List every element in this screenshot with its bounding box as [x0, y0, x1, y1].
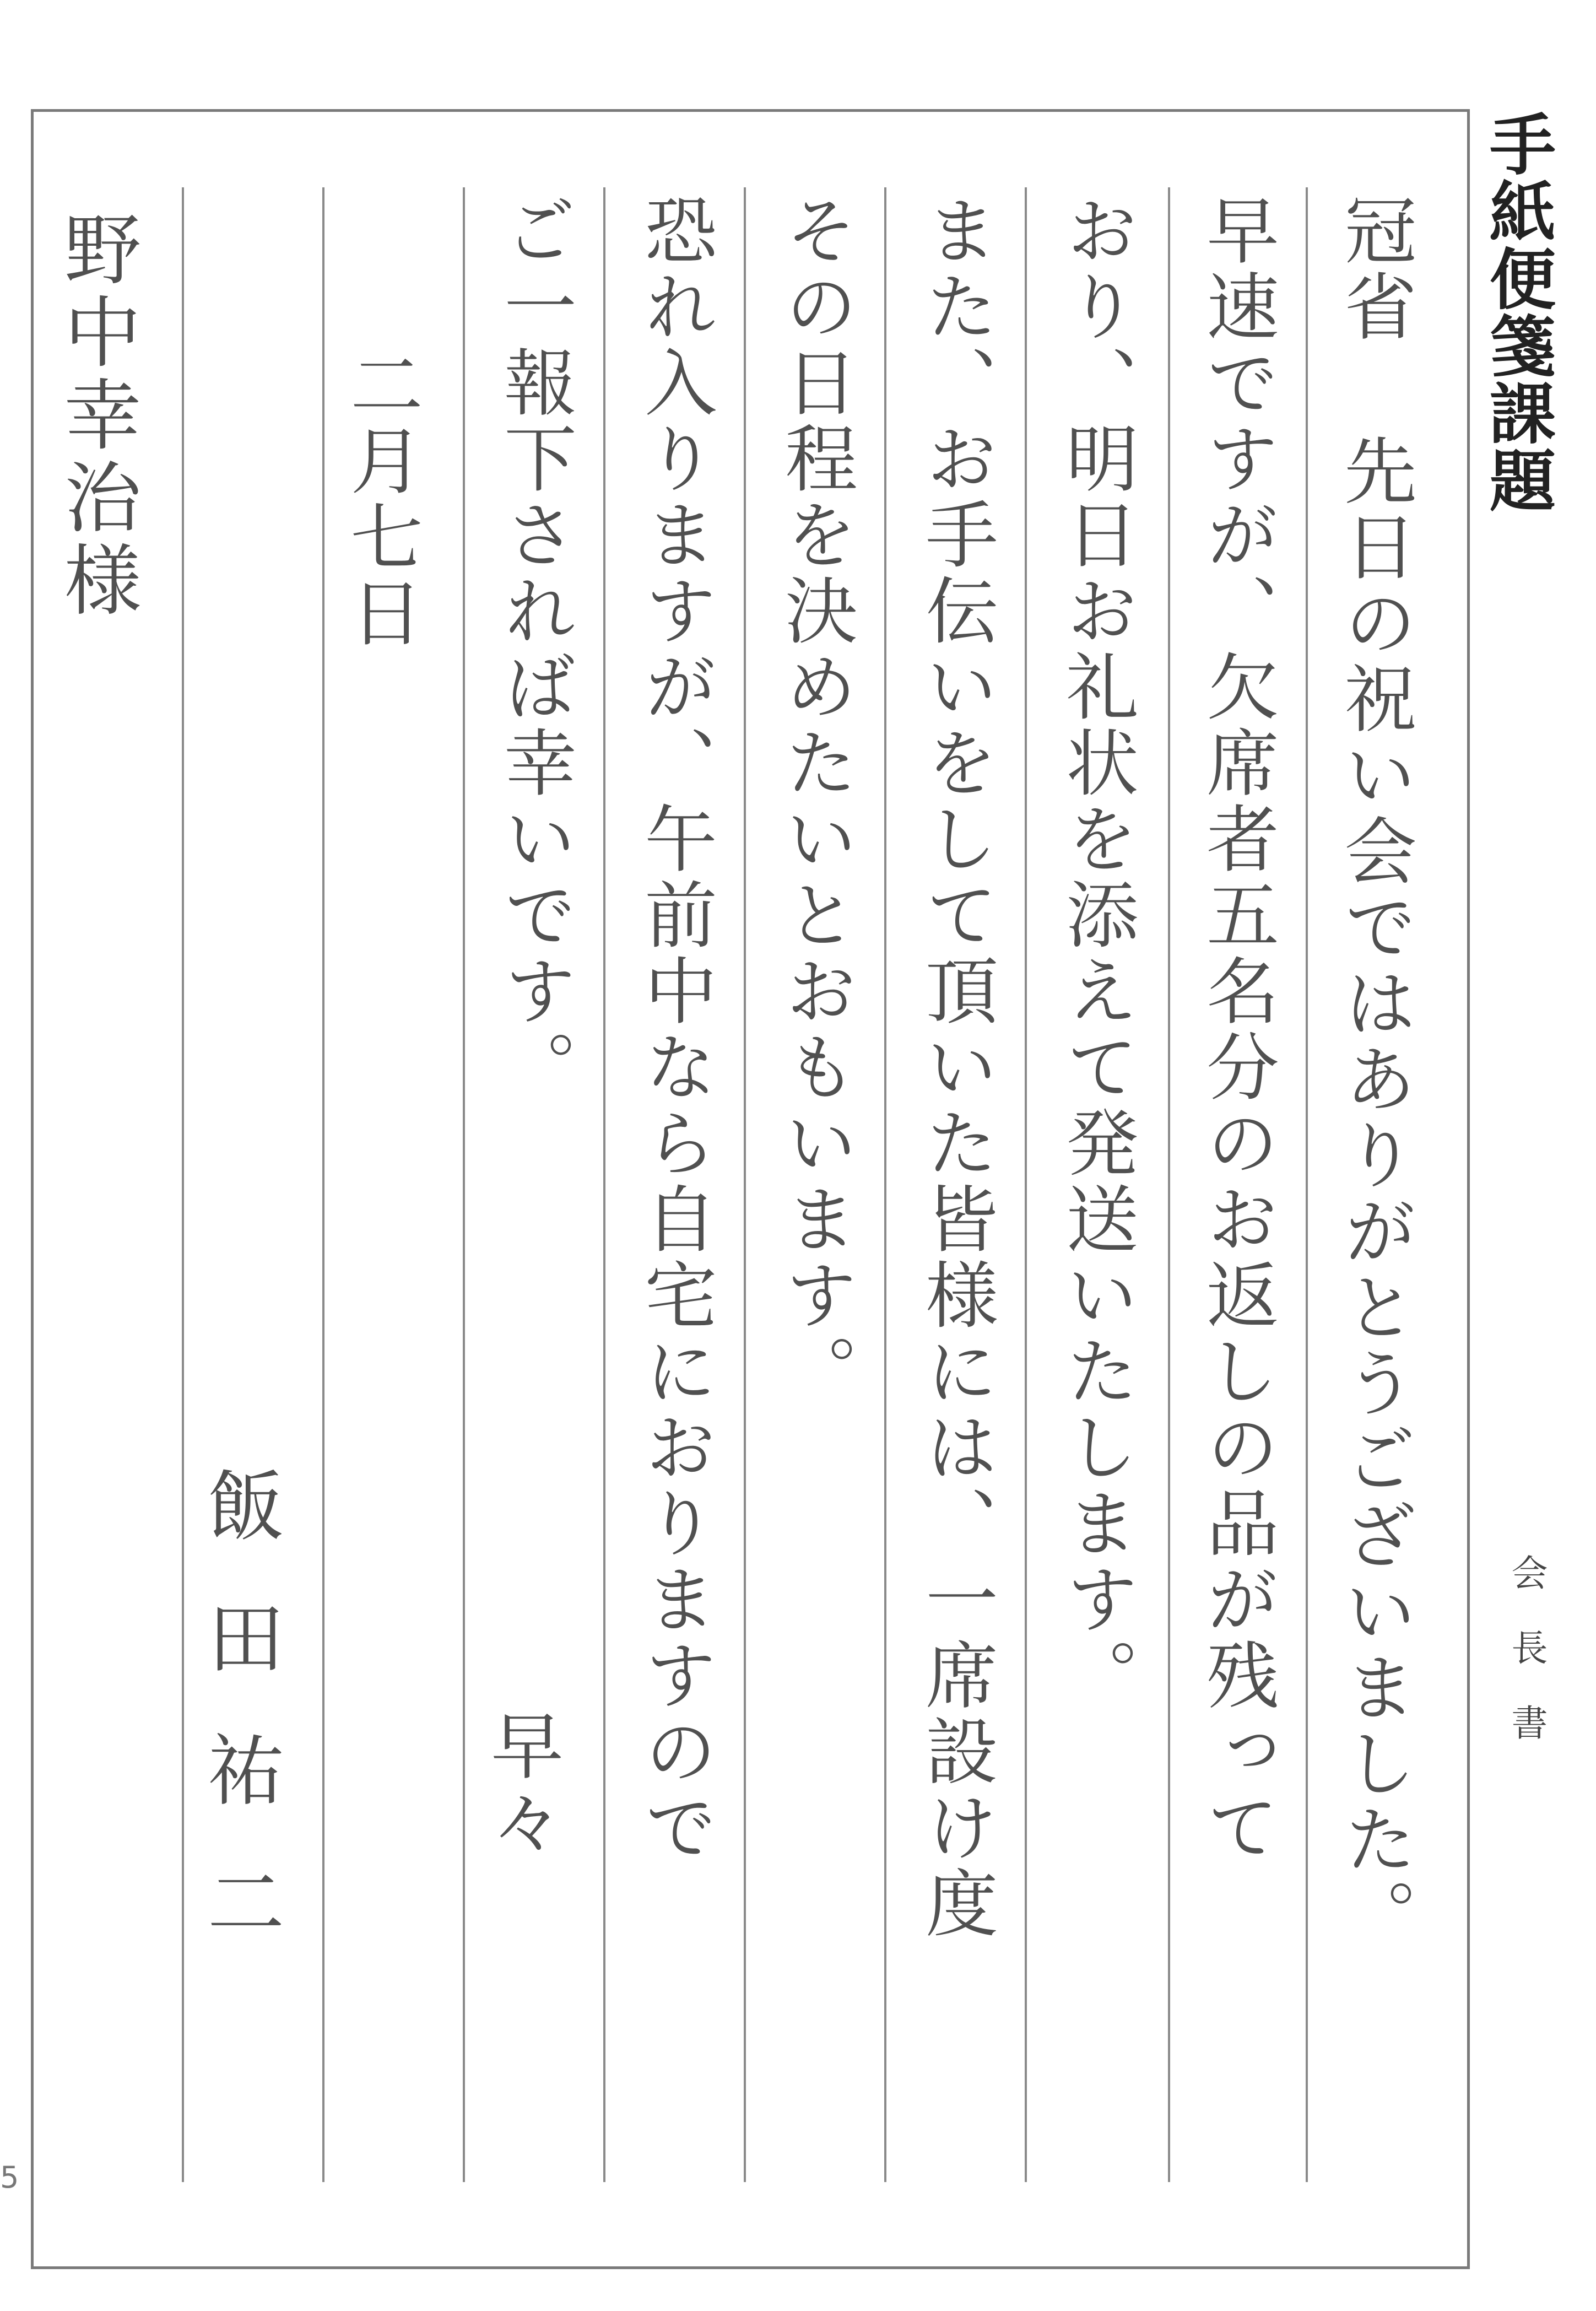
rule-line: [884, 187, 886, 2182]
letter-recipient: 野中幸治様: [51, 209, 141, 623]
assignment-author: 会長書: [1505, 1554, 1548, 1779]
rule-line: [1025, 187, 1027, 2182]
rule-line: [322, 187, 324, 2182]
letter-line-4: また、お手伝いをして頂いた皆様には、一席設け度: [913, 193, 998, 1942]
letter-line-5: その日程を決めたいとおもいます。: [772, 193, 857, 1410]
letter-date: 二月七日: [338, 347, 423, 651]
rule-line: [744, 187, 746, 2182]
rule-line: [603, 187, 605, 2182]
letter-sender: 飯田祐二: [194, 1466, 284, 1995]
letter-closing: 早々: [478, 1708, 563, 1860]
rule-line: [1306, 187, 1308, 2182]
letter-line-7: ご一報下されば幸いです。: [491, 193, 576, 1105]
letter-line-3: おり、明日お礼状を添えて発送いたします。: [1053, 193, 1138, 1714]
letter-line-1: 冠省 先日の祝い会ではありがとうございました。: [1332, 193, 1416, 1954]
assignment-title: 手紙便箋課題: [1479, 110, 1556, 514]
letter-line-2: 早速ですが、欠席者五名分のお返しの品が残って: [1194, 193, 1279, 1866]
letter-line-6: 恐れ入りますが、午前中なら自宅におりますので: [632, 193, 717, 1866]
rule-line: [1168, 187, 1170, 2182]
rule-line: [463, 187, 465, 2182]
page-number: 5: [0, 2160, 19, 2195]
